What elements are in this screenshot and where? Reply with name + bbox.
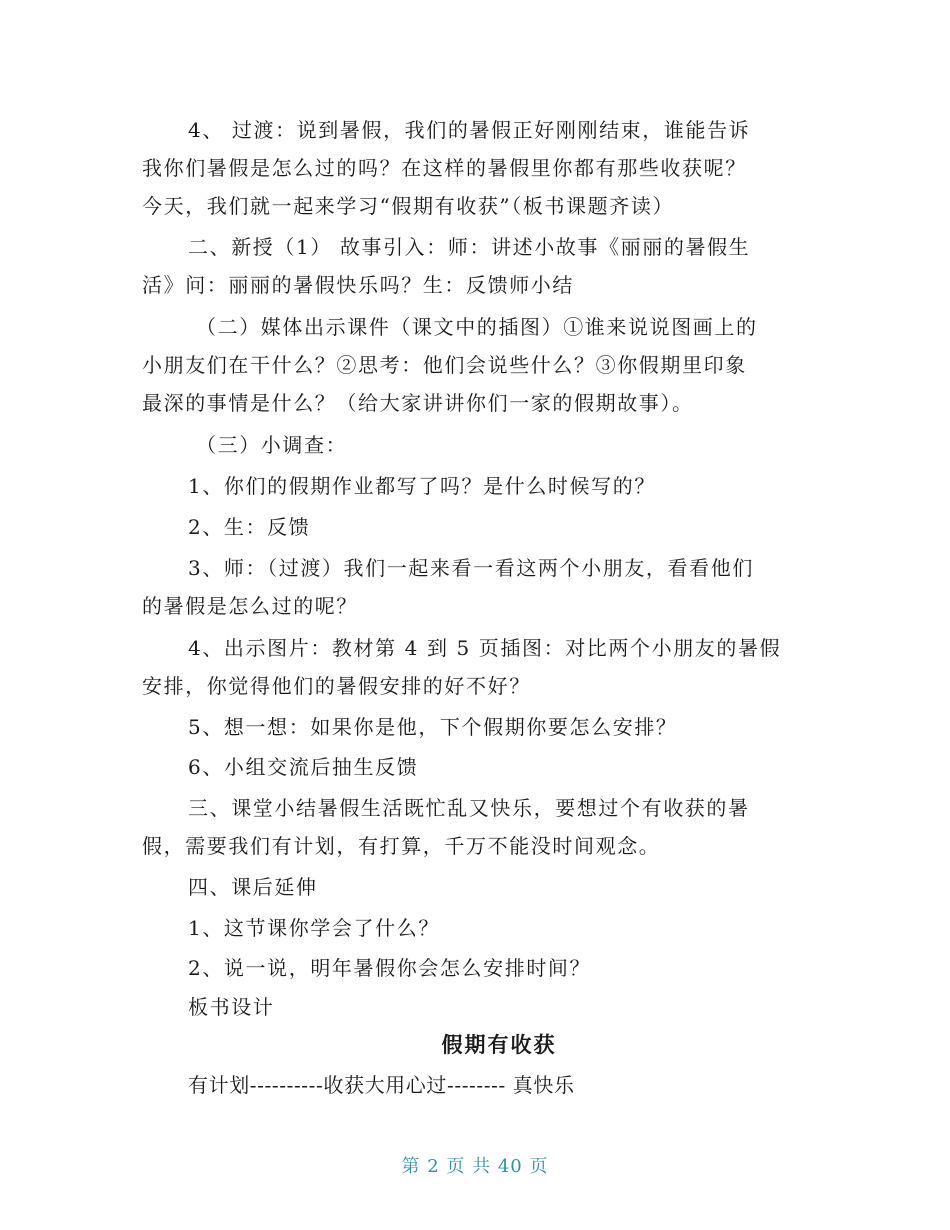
page-number: 第 2 页 共 40 页 — [401, 1156, 549, 1177]
list-item: 1、这节课你学会了什么？ — [188, 916, 440, 940]
paragraph-line: 二、新授（1） 故事引入：师：讲述小故事《丽丽的暑假生 — [188, 235, 751, 259]
section-heading: 三、课堂小结暑假生活既忙乱又快乐，要想过个有收获的暑 — [188, 796, 750, 820]
paragraph-line: 我你们暑假是怎么过的吗？在这样的暑假里你都有那些收获呢？ — [142, 156, 747, 180]
paragraph-line: 假，需要我们有计划，有打算，千万不能没时间观念。 — [142, 834, 661, 858]
list-item: 5、想一想：如果你是他，下个假期你要怎么安排？ — [188, 715, 678, 739]
paragraph-line: 的暑假是怎么过的呢？ — [142, 594, 358, 618]
paragraph-line: 4、 过渡：说到暑假，我们的暑假正好刚刚结束，谁能告诉 — [188, 118, 751, 142]
list-item: 2、生：反馈 — [188, 515, 311, 539]
list-item: 1、你们的假期作业都写了吗？是什么时候写的？ — [188, 474, 656, 498]
section-heading: 四、课后延伸 — [188, 875, 318, 899]
paragraph-line: 最深的事情是什么？（给大家讲讲你们一家的假期故事）。 — [142, 391, 694, 415]
list-item: 2、说一说，明年暑假你会怎么安排时间？ — [188, 956, 592, 980]
section-heading: 板书设计 — [188, 995, 275, 1019]
board-line: 有计划----------收获大用心过-------- 真快乐 — [188, 1073, 575, 1097]
board-title: 假期有收获 — [441, 1032, 557, 1057]
paragraph-line: 今天，我们就一起来学习“假期有收获”（板书课题齐读） — [142, 194, 675, 218]
list-item: 3、师：（过渡）我们一起来看一看这两个小朋友，看看他们 — [188, 556, 754, 580]
paragraph-line: （二）媒体出示课件（课文中的插图）①谁来说说图画上的 — [196, 315, 758, 339]
list-item: 4、出示图片：教材第 4 到 5 页插图：对比两个小朋友的暑假 — [188, 636, 782, 660]
paragraph-line: 安排，你觉得他们的暑假安排的好不好？ — [142, 674, 531, 698]
paragraph-line: 小朋友们在干什么？②思考：他们会说些什么？③你假期里印象 — [142, 353, 747, 377]
list-item: 6、小组交流后抽生反馈 — [188, 755, 419, 779]
paragraph-line: 活》问：丽丽的暑假快乐吗？生：反馈师小结 — [142, 273, 574, 297]
section-heading: （三）小调查： — [196, 433, 348, 457]
